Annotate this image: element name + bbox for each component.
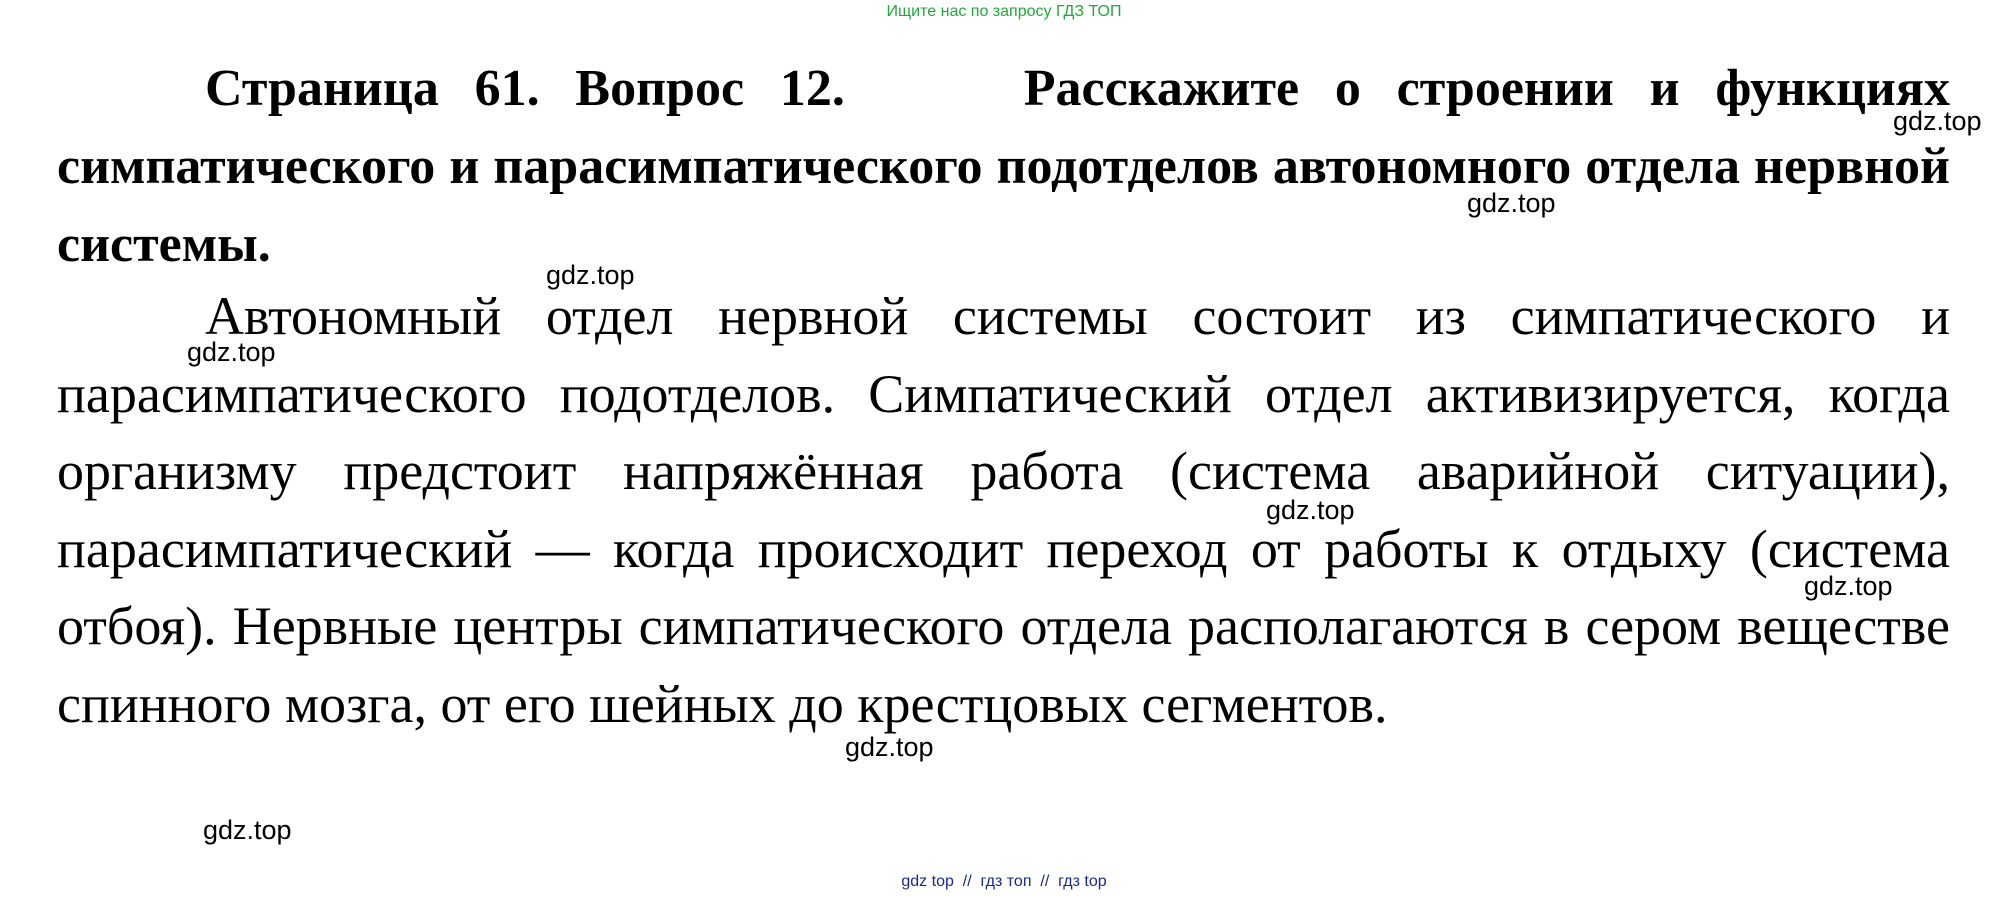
watermark: gdz.top [845,732,934,762]
answer-paragraph: Автономный отдел нервной системы состоит из симпатического и парасимпатического подотделов. Симпатический отдел активизируется, когда организму предстоит напряжённая работа (система аварийной ситуации), парасимпатический — когда происходит переход от работы к отдыху (система отбоя). Нервные центры симпатического отдела располагаются в сером веществе спинного мозга, от его шейных до крестцовых сегментов. [57,286,1950,734]
watermark: gdz.top [1804,571,1893,601]
watermark: gdz.top [546,260,635,290]
watermark: gdz.top [203,815,292,845]
watermark: gdz.top [187,337,276,367]
watermark: gdz.top [1893,106,1982,136]
question-heading: Страница 61. Вопрос 12. Расскажите о строении и функциях симпатического и парасимпатического подотделов автономного отдела нервной системы. [57,60,1963,273]
watermark: gdz.top [1467,188,1556,218]
watermark: gdz.top [1266,495,1355,525]
footer-links: gdz top // гдз топ // гдз top [901,873,1107,890]
search-hint: Ищите нас по запросу ГДЗ ТОП [886,3,1122,20]
